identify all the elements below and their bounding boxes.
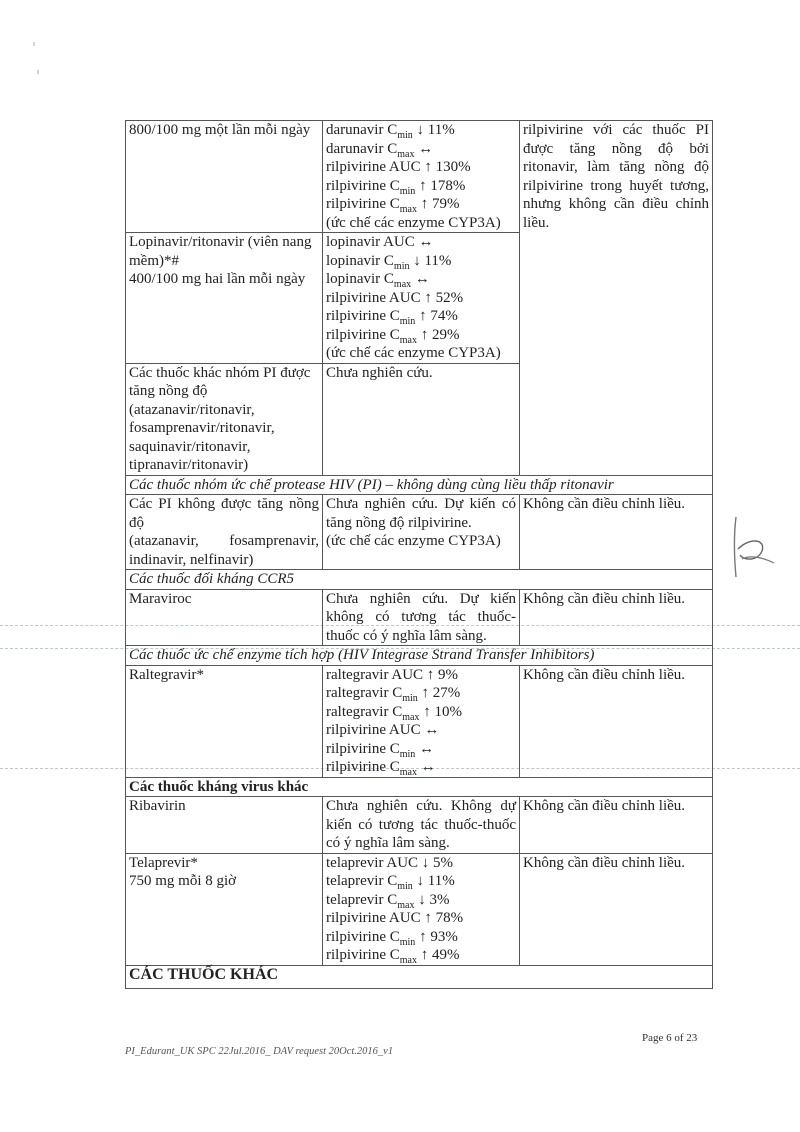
interaction-table bbox=[125, 120, 713, 989]
section-heading: Các thuốc nhóm ức chế protease HIV (PI) – không dùng cùng liều thấp ritonavir bbox=[126, 475, 713, 495]
table-row bbox=[126, 797, 713, 854]
table-row bbox=[126, 589, 713, 646]
drug-dose: 400/100 mg hai lần mỗi ngày bbox=[129, 271, 306, 287]
effect-line: rilpivirine $C_{min}$ ↔ bbox=[326, 740, 435, 760]
section-row bbox=[126, 570, 713, 590]
effect-line: (ức chế các enzyme CYP3A) bbox=[326, 214, 501, 231]
effect-line: lopinavir $C_{min}$ ↓ 11% bbox=[326, 252, 452, 272]
effect-line: darunavir $C_{max}$ ↔ bbox=[326, 140, 434, 160]
section-row bbox=[126, 965, 713, 988]
effect-cell bbox=[323, 665, 520, 777]
drug-line: tipranavir/ritonavir) bbox=[129, 457, 249, 473]
effect-line: raltegravir AUC ↑ 9% bbox=[326, 666, 459, 683]
effect-line: telaprevir AUC ↓ 5% bbox=[326, 854, 454, 871]
drug-line: (atazanavir/ritonavir, bbox=[129, 401, 255, 418]
effect-line: rilpivirine $C_{min}$ ↑ 74% bbox=[326, 308, 458, 327]
section-row bbox=[126, 777, 713, 797]
effect-cell bbox=[323, 853, 520, 965]
drug-line: saquinavir/ritonavir, bbox=[129, 438, 251, 455]
drug-cell bbox=[126, 495, 323, 570]
recommendation-cell: Không cần điều chỉnh liều. bbox=[520, 589, 713, 646]
drug-line: Các thuốc khác nhóm PI được bbox=[129, 364, 311, 381]
effect-line: rilpivirine $C_{min}$ ↑ 178% bbox=[326, 177, 466, 197]
table-row bbox=[126, 495, 713, 570]
section-heading: Các thuốc đối kháng CCR5 bbox=[126, 570, 713, 590]
drug-line: (atazanavir, fosamprenavir, indinavir, nelfinavir) bbox=[129, 533, 319, 568]
effect-line: rilpivirine $C_{min}$ ↑ 93% bbox=[326, 928, 458, 948]
effect-cell: Chưa nghiên cứu. Không dự kiến có tương tác thuốc-thuốc có ý nghĩa lâm sàng. bbox=[323, 797, 520, 854]
recommendation-cell: Không cần điều chỉnh liều. bbox=[520, 853, 713, 965]
section-heading: Các thuốc ức chế enzyme tích hợp (HIV Integrase Strand Transfer Inhibitors) bbox=[126, 646, 713, 666]
effect-line: lopinavir AUC ↔ bbox=[326, 234, 434, 250]
recommendation-cell: Không cần điều chỉnh liều. bbox=[520, 665, 713, 777]
effect-line: (ức chế các enzyme CYP3A) bbox=[326, 533, 501, 549]
section-row bbox=[126, 646, 713, 666]
effect-cell: Chưa nghiên cứu. Dự kiến không có tương tác thuốc-thuốc có ý nghĩa lâm sàng. bbox=[323, 589, 520, 646]
table-row bbox=[126, 853, 713, 965]
drug-line: fosamprenavir/ritonavir, bbox=[129, 420, 275, 436]
effect-line: rilpivirine $C_{max}$ ↔ bbox=[326, 759, 436, 778]
table-row bbox=[126, 121, 713, 233]
effect-cell bbox=[323, 495, 520, 570]
section-heading: Các thuốc kháng virus khác bbox=[126, 777, 713, 797]
effect-line: lopinavir $C_{max}$ ↔ bbox=[326, 271, 430, 290]
effect-line: raltegravir $C_{max}$ ↑ 10% bbox=[326, 703, 462, 723]
effect-line: Chưa nghiên cứu. Dự kiến có tăng nồng độ rilpivirine. bbox=[326, 496, 516, 531]
effect-line: rilpivirine AUC ↑ 78% bbox=[326, 910, 464, 926]
page-number: Page 6 of 23 bbox=[642, 1032, 698, 1044]
recommendation-cell: Không cần điều chỉnh liều. bbox=[520, 495, 713, 570]
effect-line: darunavir $C_{min}$ ↓ 11% bbox=[326, 122, 455, 141]
effect-cell: Chưa nghiên cứu. bbox=[323, 363, 520, 475]
effect-line: raltegravir $C_{min}$ ↑ 27% bbox=[326, 685, 461, 704]
drug-cell: Raltegravir* bbox=[126, 665, 323, 777]
drug-name: Lopinavir/ritonavir (viên nang mềm)*# bbox=[129, 234, 312, 269]
document-reference: PI_Edurant_UK SPC 22Jul.2016_ DAV request 20Oct.2016_v1 bbox=[125, 1046, 394, 1057]
drug-name: Telaprevir* bbox=[129, 854, 198, 871]
effect-line: rilpivirine AUC ↑ 52% bbox=[326, 289, 464, 306]
drug-dose: 750 mg mỗi 8 giờ bbox=[129, 873, 237, 889]
signature-mark bbox=[722, 515, 780, 585]
drug-cell: Maraviroc bbox=[126, 589, 323, 646]
effect-line: rilpivirine $C_{max}$ ↑ 29% bbox=[326, 326, 460, 346]
effect-cell bbox=[323, 121, 520, 233]
drug-cell: Ribavirin bbox=[126, 797, 323, 854]
effect-cell bbox=[323, 233, 520, 364]
section-row bbox=[126, 475, 713, 495]
effect-line: rilpivirine AUC ↑ 130% bbox=[326, 159, 471, 175]
effect-line: telaprevir $C_{max}$ ↓ 3% bbox=[326, 891, 450, 911]
effect-line: rilpivirine $C_{max}$ ↑ 49% bbox=[326, 947, 460, 966]
effect-line: (ức chế các enzyme CYP3A) bbox=[326, 345, 501, 361]
recommendation-cell: rilpivirine với các thuốc PI được tăng nồng độ bởi ritonavir, làm tăng nồng độ rilpivirine trong huyết tương, nhưng không cần điều chỉnh liều. bbox=[520, 121, 713, 476]
effect-line: rilpivirine $C_{max}$ ↑ 79% bbox=[326, 196, 460, 215]
recommendation-cell: Không cần điều chỉnh liều. bbox=[520, 797, 713, 854]
drug-line: Các PI không được tăng nồng độ bbox=[129, 496, 319, 531]
effect-line: rilpivirine AUC ↔ bbox=[326, 722, 440, 738]
effect-line: telaprevir $C_{min}$ ↓ 11% bbox=[326, 873, 455, 892]
drug-line: tăng nồng độ bbox=[129, 383, 208, 399]
table-row bbox=[126, 665, 713, 777]
drug-cell bbox=[126, 233, 323, 364]
drug-cell bbox=[126, 363, 323, 475]
margin-mark bbox=[30, 40, 44, 90]
section-heading: CÁC THUỐC KHÁC bbox=[126, 965, 713, 988]
drug-cell bbox=[126, 853, 323, 965]
drug-cell: 800/100 mg một lần mỗi ngày bbox=[126, 121, 323, 233]
